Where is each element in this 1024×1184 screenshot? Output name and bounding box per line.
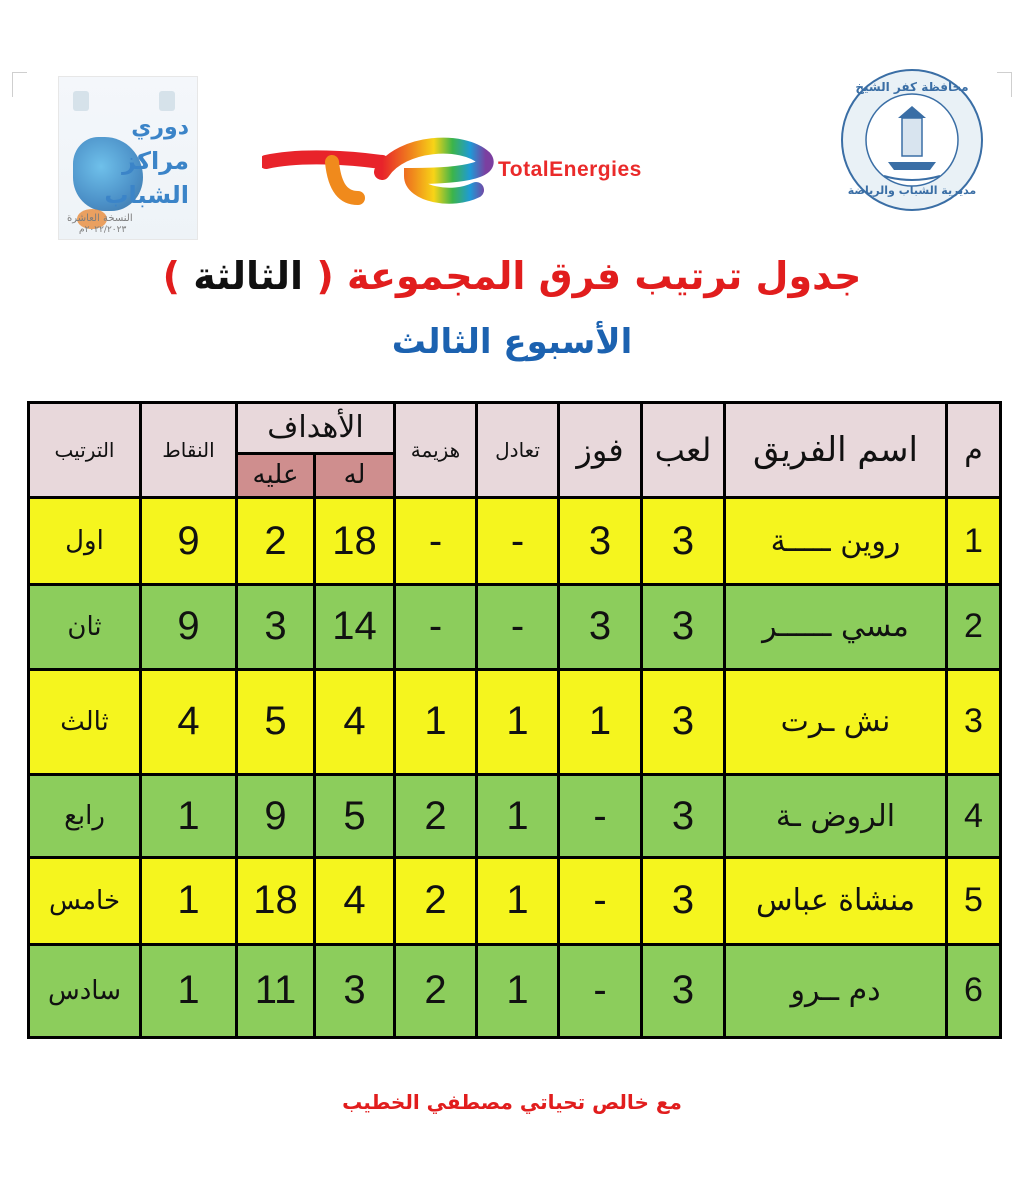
row-lost: -: [395, 584, 477, 669]
row-goals-against: 18: [237, 857, 315, 944]
row-rank: خامس: [29, 857, 141, 944]
standings-table: [27, 401, 1002, 1039]
row-team: نش ـرت: [725, 669, 947, 774]
row-points: 1: [141, 944, 237, 1037]
row-lost: 2: [395, 775, 477, 858]
seal-top-text: محافظة كفر الشيخ: [855, 80, 969, 94]
row-points: 1: [141, 857, 237, 944]
row-won: -: [559, 944, 642, 1037]
row-team: منشاة عباس: [725, 857, 947, 944]
table-header-row: [29, 403, 1001, 454]
row-goals-for: 18: [315, 498, 395, 585]
row-lost: 1: [395, 669, 477, 774]
row-played: 3: [642, 775, 725, 858]
header-played: لعب: [642, 403, 725, 498]
poster-line-2: مراكز: [122, 147, 189, 175]
row-index: 4: [947, 775, 1001, 858]
row-rank: ثان: [29, 584, 141, 669]
poster-line-3: الشباب: [104, 181, 189, 209]
row-won: 3: [559, 498, 642, 585]
row-team: دم ــرو: [725, 944, 947, 1037]
row-played: 3: [642, 857, 725, 944]
table-row: [29, 498, 1001, 585]
row-drawn: -: [477, 584, 559, 669]
seal-text-group: [838, 66, 986, 214]
row-played: 3: [642, 498, 725, 585]
totalenergies-swirl-icon: [262, 132, 494, 212]
row-index: 6: [947, 944, 1001, 1037]
row-team: الروض ـة: [725, 775, 947, 858]
row-rank: ثالث: [29, 669, 141, 774]
row-lost: 2: [395, 857, 477, 944]
row-drawn: 1: [477, 669, 559, 774]
standings-table-wrapper: [27, 401, 999, 1039]
row-points: 9: [141, 498, 237, 585]
row-played: 3: [642, 669, 725, 774]
row-goals-for: 14: [315, 584, 395, 669]
row-goals-against: 9: [237, 775, 315, 858]
row-points: 1: [141, 775, 237, 858]
row-played: 3: [642, 584, 725, 669]
sponsor-name: TotalEnergies: [498, 158, 642, 181]
header-goals-against: عليه: [237, 453, 315, 497]
row-drawn: 1: [477, 944, 559, 1037]
row-index: 5: [947, 857, 1001, 944]
row-goals-for: 4: [315, 857, 395, 944]
league-poster-logo: [58, 76, 198, 240]
row-index: 1: [947, 498, 1001, 585]
row-points: 9: [141, 584, 237, 669]
poster-badge-icon: [73, 91, 89, 111]
poster-line-1: دوري: [131, 115, 189, 140]
poster-edition: النسخة العاشرة: [67, 213, 133, 224]
row-goals-against: 3: [237, 584, 315, 669]
row-drawn: 1: [477, 775, 559, 858]
row-goals-for: 4: [315, 669, 395, 774]
title-group: الثالثة: [193, 254, 304, 298]
row-goals-for: 5: [315, 775, 395, 858]
row-won: 1: [559, 669, 642, 774]
crop-mark-right: [997, 72, 1012, 97]
header-drawn: تعادل: [477, 403, 559, 498]
header-rank: الترتيب: [29, 403, 141, 498]
row-won: -: [559, 857, 642, 944]
poster-season: ٢٠٢٢/٢٠٢٣م: [79, 225, 127, 235]
header-index: م: [947, 403, 1001, 498]
row-won: 3: [559, 584, 642, 669]
row-goals-against: 11: [237, 944, 315, 1037]
title-paren-open: (: [316, 254, 334, 298]
header-won: فوز: [559, 403, 642, 498]
row-points: 4: [141, 669, 237, 774]
row-rank: اول: [29, 498, 141, 585]
row-team: مسي ــــــر: [725, 584, 947, 669]
header-points: النقاط: [141, 403, 237, 498]
row-played: 3: [642, 944, 725, 1037]
row-drawn: 1: [477, 857, 559, 944]
seal-bottom-text: مديرية الشباب والرياضة: [847, 184, 977, 197]
footer-signature: مع خالص تحياتي مصطفي الخطيب: [342, 1090, 682, 1114]
table-row: [29, 669, 1001, 774]
table-row: [29, 584, 1001, 669]
header-team: اسم الفريق: [725, 403, 947, 498]
crop-mark-left: [12, 72, 27, 97]
row-goals-against: 5: [237, 669, 315, 774]
title-main: جدول ترتيب فرق المجموعة: [346, 254, 862, 298]
table-row: [29, 775, 1001, 858]
week-subtitle: الأسبوع الثالث: [391, 322, 633, 362]
row-index: 3: [947, 669, 1001, 774]
header-goals-for: له: [315, 453, 395, 497]
header-lost: هزيمة: [395, 403, 477, 498]
row-lost: -: [395, 498, 477, 585]
row-goals-against: 2: [237, 498, 315, 585]
table-row: [29, 857, 1001, 944]
row-rank: رابع: [29, 775, 141, 858]
row-drawn: -: [477, 498, 559, 585]
table-row: [29, 944, 1001, 1037]
page-title: [0, 254, 1024, 298]
row-rank: سادس: [29, 944, 141, 1037]
row-lost: 2: [395, 944, 477, 1037]
header-goals: الأهداف: [237, 403, 395, 454]
row-won: -: [559, 775, 642, 858]
poster-crest-icon: [159, 91, 175, 111]
row-index: 2: [947, 584, 1001, 669]
row-goals-for: 3: [315, 944, 395, 1037]
title-paren-close: ): [162, 254, 180, 298]
row-team: روين ـــــة: [725, 498, 947, 585]
